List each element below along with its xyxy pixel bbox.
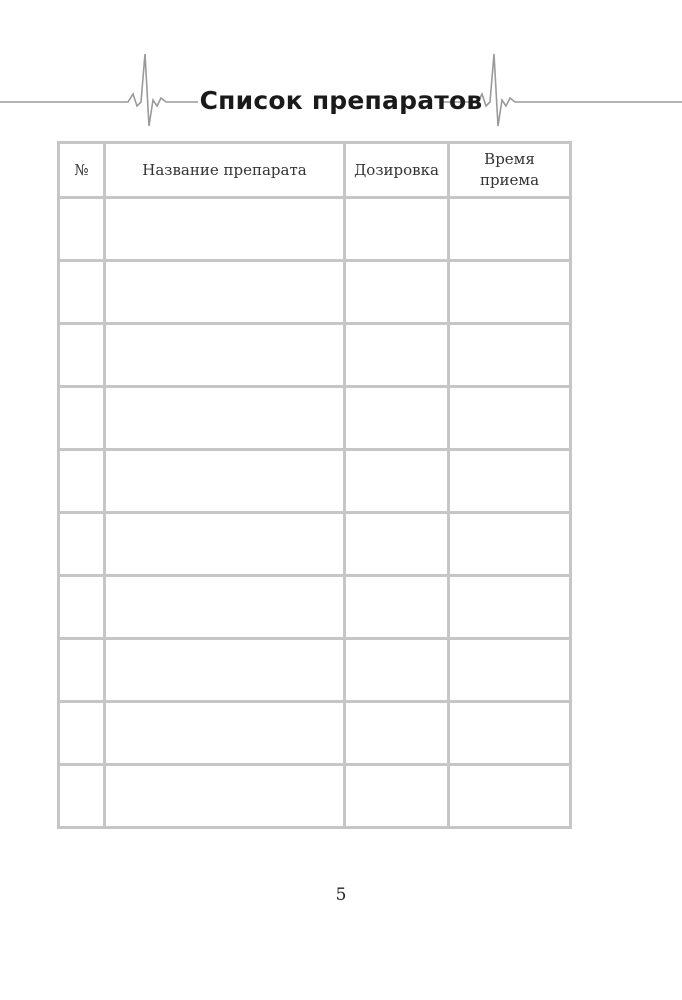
cell-number[interactable] bbox=[59, 765, 105, 828]
cell-time[interactable] bbox=[449, 198, 571, 261]
cell-time[interactable] bbox=[449, 261, 571, 324]
cell-number[interactable] bbox=[59, 576, 105, 639]
cell-time[interactable] bbox=[449, 639, 571, 702]
cell-time[interactable] bbox=[449, 576, 571, 639]
cell-dosage[interactable] bbox=[345, 324, 449, 387]
table-row bbox=[59, 450, 571, 513]
cell-time[interactable] bbox=[449, 765, 571, 828]
cell-dosage[interactable] bbox=[345, 387, 449, 450]
cell-name[interactable] bbox=[105, 765, 345, 828]
cell-name[interactable] bbox=[105, 450, 345, 513]
cell-number[interactable] bbox=[59, 639, 105, 702]
cell-dosage[interactable] bbox=[345, 513, 449, 576]
page-number: 5 bbox=[335, 885, 347, 905]
cell-dosage[interactable] bbox=[345, 702, 449, 765]
table-row bbox=[59, 576, 571, 639]
column-header-time-label: Время приема bbox=[479, 150, 540, 189]
table-row bbox=[59, 513, 571, 576]
medication-table bbox=[57, 141, 572, 829]
cell-dosage[interactable] bbox=[345, 450, 449, 513]
cell-number[interactable] bbox=[59, 387, 105, 450]
column-header-name: Название препарата bbox=[105, 143, 345, 198]
cell-dosage[interactable] bbox=[345, 261, 449, 324]
cell-name[interactable] bbox=[105, 702, 345, 765]
cell-name[interactable] bbox=[105, 513, 345, 576]
table-row bbox=[59, 639, 571, 702]
cell-dosage[interactable] bbox=[345, 765, 449, 828]
cell-time[interactable] bbox=[449, 702, 571, 765]
cell-number[interactable] bbox=[59, 198, 105, 261]
cell-time[interactable] bbox=[449, 450, 571, 513]
column-header-time bbox=[449, 143, 571, 198]
cell-name[interactable] bbox=[105, 576, 345, 639]
cell-number[interactable] bbox=[59, 450, 105, 513]
cell-name[interactable] bbox=[105, 324, 345, 387]
cell-name[interactable] bbox=[105, 198, 345, 261]
cell-number[interactable] bbox=[59, 324, 105, 387]
cell-name[interactable] bbox=[105, 261, 345, 324]
cell-number[interactable] bbox=[59, 261, 105, 324]
table-header-row bbox=[59, 143, 571, 198]
cell-time[interactable] bbox=[449, 513, 571, 576]
table-row bbox=[59, 387, 571, 450]
table-body bbox=[59, 198, 571, 828]
cell-time[interactable] bbox=[449, 387, 571, 450]
table-row bbox=[59, 702, 571, 765]
table-row bbox=[59, 198, 571, 261]
cell-number[interactable] bbox=[59, 513, 105, 576]
cell-dosage[interactable] bbox=[345, 639, 449, 702]
cell-dosage[interactable] bbox=[345, 198, 449, 261]
cell-name[interactable] bbox=[105, 387, 345, 450]
cell-number[interactable] bbox=[59, 702, 105, 765]
column-header-number: № bbox=[59, 143, 105, 198]
cell-dosage[interactable] bbox=[345, 576, 449, 639]
cell-time[interactable] bbox=[449, 324, 571, 387]
table-row bbox=[59, 324, 571, 387]
table-row bbox=[59, 261, 571, 324]
table-row bbox=[59, 765, 571, 828]
column-header-dosage: Дозировка bbox=[345, 143, 449, 198]
cell-name[interactable] bbox=[105, 639, 345, 702]
page-title: Список препаратов bbox=[199, 86, 483, 115]
